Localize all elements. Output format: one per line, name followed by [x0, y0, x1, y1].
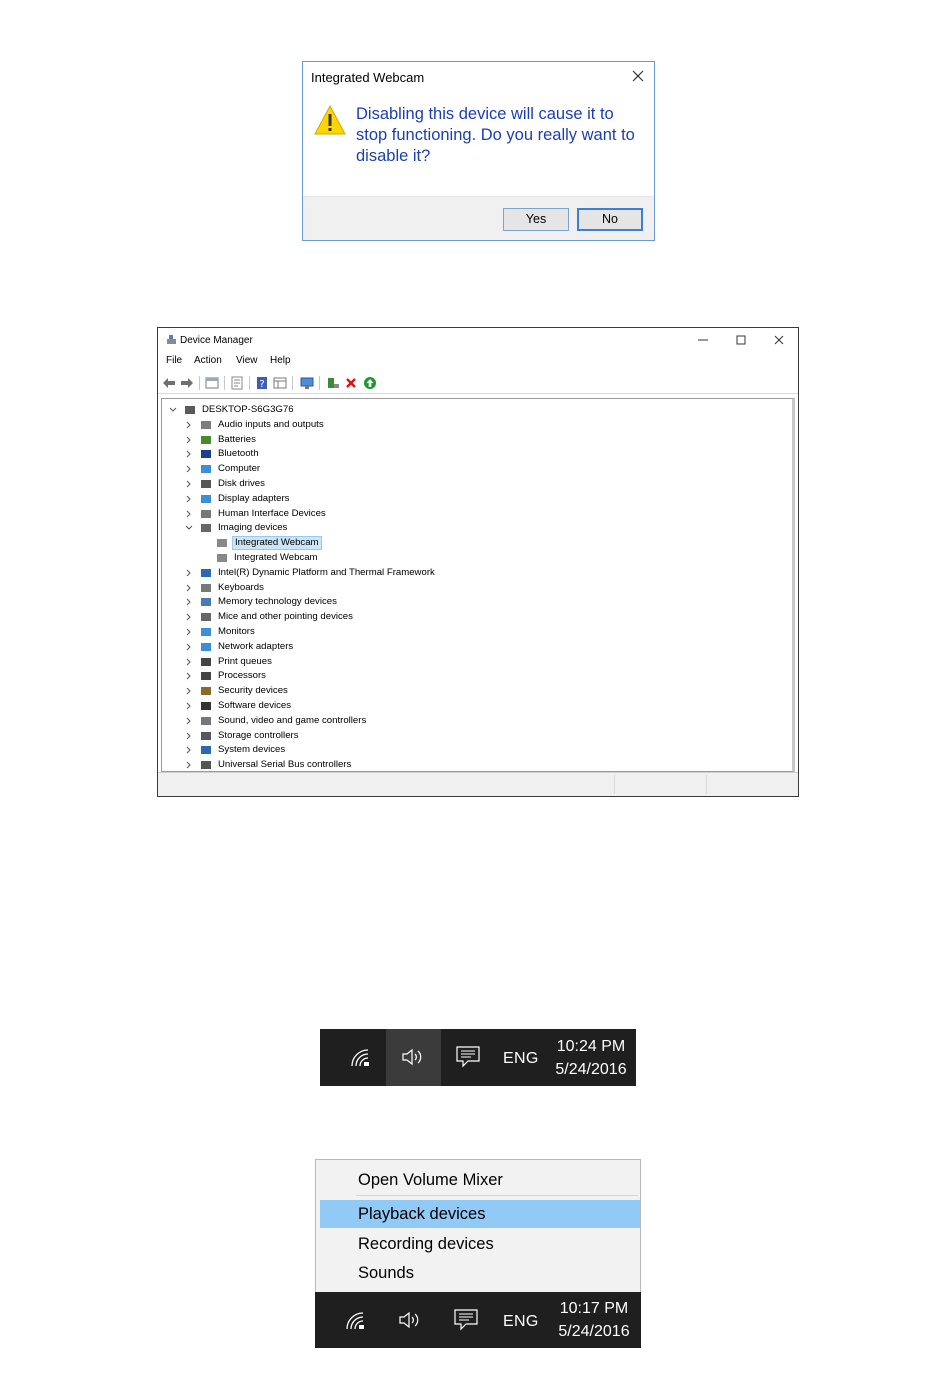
tree-node-label: Computer [218, 463, 261, 475]
chevron-right-icon[interactable] [184, 714, 194, 728]
language-indicator[interactable]: ENG [503, 1050, 539, 1067]
webcam-icon [216, 537, 228, 549]
status-bar [158, 772, 798, 796]
view-icon[interactable] [273, 376, 287, 390]
language-indicator[interactable]: ENG [503, 1313, 539, 1330]
device-category-icon [200, 670, 212, 682]
menu-view[interactable]: View [236, 355, 258, 366]
chevron-right-icon[interactable] [184, 655, 194, 669]
device-category-icon [200, 685, 212, 697]
device-category-icon [200, 478, 212, 490]
network-tray[interactable] [315, 1292, 381, 1348]
chevron-right-icon[interactable] [184, 477, 194, 491]
chevron-right-icon[interactable] [184, 581, 194, 595]
clock-date[interactable]: 5/24/2016 [555, 1061, 627, 1078]
update-driver-icon[interactable] [326, 376, 340, 390]
device-category-icon [200, 493, 212, 505]
chevron-right-icon[interactable] [184, 595, 194, 609]
action-center-icon[interactable] [456, 1046, 480, 1068]
forward-arrow-icon[interactable] [180, 376, 194, 390]
clock-time[interactable]: 10:17 PM [559, 1300, 629, 1317]
device-category-icon [200, 744, 212, 756]
chevron-right-icon[interactable] [184, 566, 194, 580]
tree-node-label: Disk drives [218, 478, 265, 489]
taskbar [320, 1029, 636, 1086]
device-category-icon [200, 463, 212, 475]
device-category-icon [200, 656, 212, 668]
tree-node-label: Bluetooth [218, 448, 259, 460]
device-category-icon [200, 730, 212, 742]
no-button[interactable]: No [577, 208, 643, 231]
menu-separator [356, 1195, 638, 1196]
chevron-right-icon[interactable] [184, 462, 194, 476]
volume-tray[interactable] [381, 1292, 439, 1348]
menu-item-label: Recording devices [358, 1235, 494, 1253]
device-category-icon [200, 508, 212, 520]
tree-node-label: Print queues [218, 655, 272, 667]
volume-context-menu [315, 1159, 641, 1293]
device-manager-window [157, 327, 799, 797]
close-icon[interactable] [630, 68, 646, 84]
chevron-right-icon[interactable] [184, 492, 194, 506]
tree-node-label: Human Interface Devices [218, 507, 326, 519]
dialog-title: Integrated Webcam [311, 70, 425, 85]
menu-action[interactable]: Action [194, 355, 222, 366]
warning-icon [313, 104, 347, 136]
menu-item-playback-devices[interactable] [320, 1200, 640, 1228]
tree-node-label: Universal Serial Bus controllers [218, 759, 352, 771]
tree-node-label: Imaging devices [218, 522, 288, 534]
clock-time[interactable]: 10:24 PM [556, 1038, 626, 1055]
device-category-icon [200, 611, 212, 623]
dialog-message: Disabling this device will cause it to stop functioning. Do you really want to disable it? [356, 105, 635, 165]
close-icon[interactable] [769, 332, 789, 348]
tree-node-label: Software devices [218, 700, 292, 711]
device-category-icon [200, 522, 212, 534]
chevron-down-icon[interactable] [184, 521, 194, 535]
chevron-right-icon[interactable] [184, 447, 194, 461]
chevron-right-icon[interactable] [184, 610, 194, 624]
device-category-icon [200, 434, 212, 446]
device-category-icon [200, 700, 212, 712]
tree-node-label: Sound, video and game controllers [218, 714, 367, 726]
tree-node-label: Mice and other pointing devices [218, 611, 353, 623]
chevron-right-icon[interactable] [184, 669, 194, 683]
tree-node-label: Integrated Webcam [234, 552, 318, 563]
monitor-icon[interactable] [300, 376, 314, 390]
show-hide-tree-icon[interactable] [205, 376, 219, 390]
tree-node-label: Audio inputs and outputs [218, 418, 324, 430]
tree-node-label: Integrated Webcam [232, 536, 322, 550]
device-category-icon [200, 626, 212, 638]
tree-node-label: Security devices [218, 685, 288, 697]
tree-node-label: Monitors [218, 626, 255, 637]
menu-item-recording-devices[interactable] [320, 1230, 640, 1258]
disable-device-dialog [302, 61, 655, 241]
chevron-right-icon[interactable] [184, 418, 194, 432]
enable-device-icon[interactable] [363, 376, 377, 390]
webcam-icon [216, 552, 228, 564]
tree-node-label: Batteries [218, 433, 256, 445]
wifi-icon[interactable] [345, 1312, 367, 1330]
svg-text:?: ? [259, 379, 265, 390]
tree-node-label: Memory technology devices [218, 596, 337, 608]
action-center-icon[interactable] [454, 1309, 478, 1331]
speaker-icon[interactable] [398, 1311, 422, 1329]
action-center-tray[interactable] [439, 1292, 495, 1348]
menu-item-label: Open Volume Mixer [358, 1171, 503, 1189]
device-category-icon [200, 596, 212, 608]
tree-node-label: Processors [218, 670, 266, 682]
menu-item-sounds[interactable] [320, 1259, 640, 1287]
maximize-icon[interactable] [731, 332, 751, 348]
computer-icon [184, 404, 196, 416]
chevron-right-icon[interactable] [184, 507, 194, 521]
device-category-icon [200, 419, 212, 431]
tree-node-label: DESKTOP-S6G3G76 [202, 404, 294, 415]
device-category-icon [200, 759, 212, 771]
chevron-right-icon[interactable] [184, 699, 194, 713]
tree-node-label: System devices [218, 744, 286, 756]
chevron-right-icon[interactable] [184, 758, 194, 772]
tree-node-label: Intel(R) Dynamic Platform and Thermal Framework [218, 566, 435, 578]
chevron-right-icon[interactable] [184, 640, 194, 654]
menu-item-label: Playback devices [358, 1205, 486, 1223]
menu-item-label: Sounds [358, 1264, 414, 1282]
clock-date[interactable]: 5/24/2016 [558, 1323, 630, 1340]
tree-node-label: Keyboards [218, 581, 264, 593]
chevron-right-icon[interactable] [184, 729, 194, 743]
device-category-icon [200, 715, 212, 727]
menu-help[interactable]: Help [270, 355, 291, 366]
tree-node-label: Network adapters [218, 640, 294, 652]
action-center-tray[interactable] [441, 1029, 497, 1086]
toolbar [158, 372, 798, 394]
tree-node-label: Storage controllers [218, 729, 299, 741]
speaker-icon[interactable] [401, 1048, 425, 1066]
device-category-icon [200, 448, 212, 460]
network-tray[interactable] [320, 1029, 386, 1086]
back-arrow-icon[interactable] [162, 376, 176, 390]
volume-tray[interactable] [386, 1029, 441, 1086]
wifi-icon[interactable] [350, 1049, 372, 1067]
properties-icon[interactable] [230, 376, 244, 390]
menu-item-open-volume-mixer[interactable] [320, 1166, 640, 1194]
taskbar [315, 1292, 641, 1348]
chevron-right-icon[interactable] [184, 684, 194, 698]
chevron-down-icon[interactable] [168, 403, 178, 417]
device-tree[interactable] [161, 398, 795, 772]
chevron-right-icon[interactable] [184, 433, 194, 447]
device-category-icon [200, 567, 212, 579]
yes-button[interactable]: Yes [503, 208, 569, 231]
uninstall-icon[interactable] [344, 376, 358, 390]
help-icon[interactable] [255, 376, 269, 390]
menu-file[interactable]: File [166, 355, 183, 366]
device-category-icon [200, 641, 212, 653]
tree-node-label: Display adapters [218, 492, 290, 504]
minimize-icon[interactable] [693, 332, 713, 348]
device-manager-icon [166, 334, 177, 345]
chevron-right-icon[interactable] [184, 743, 194, 757]
dialog-footer [303, 196, 654, 240]
device-category-icon [200, 582, 212, 594]
chevron-right-icon[interactable] [184, 625, 194, 639]
title-bar [158, 328, 798, 352]
window-title: Device Manager [180, 335, 253, 346]
